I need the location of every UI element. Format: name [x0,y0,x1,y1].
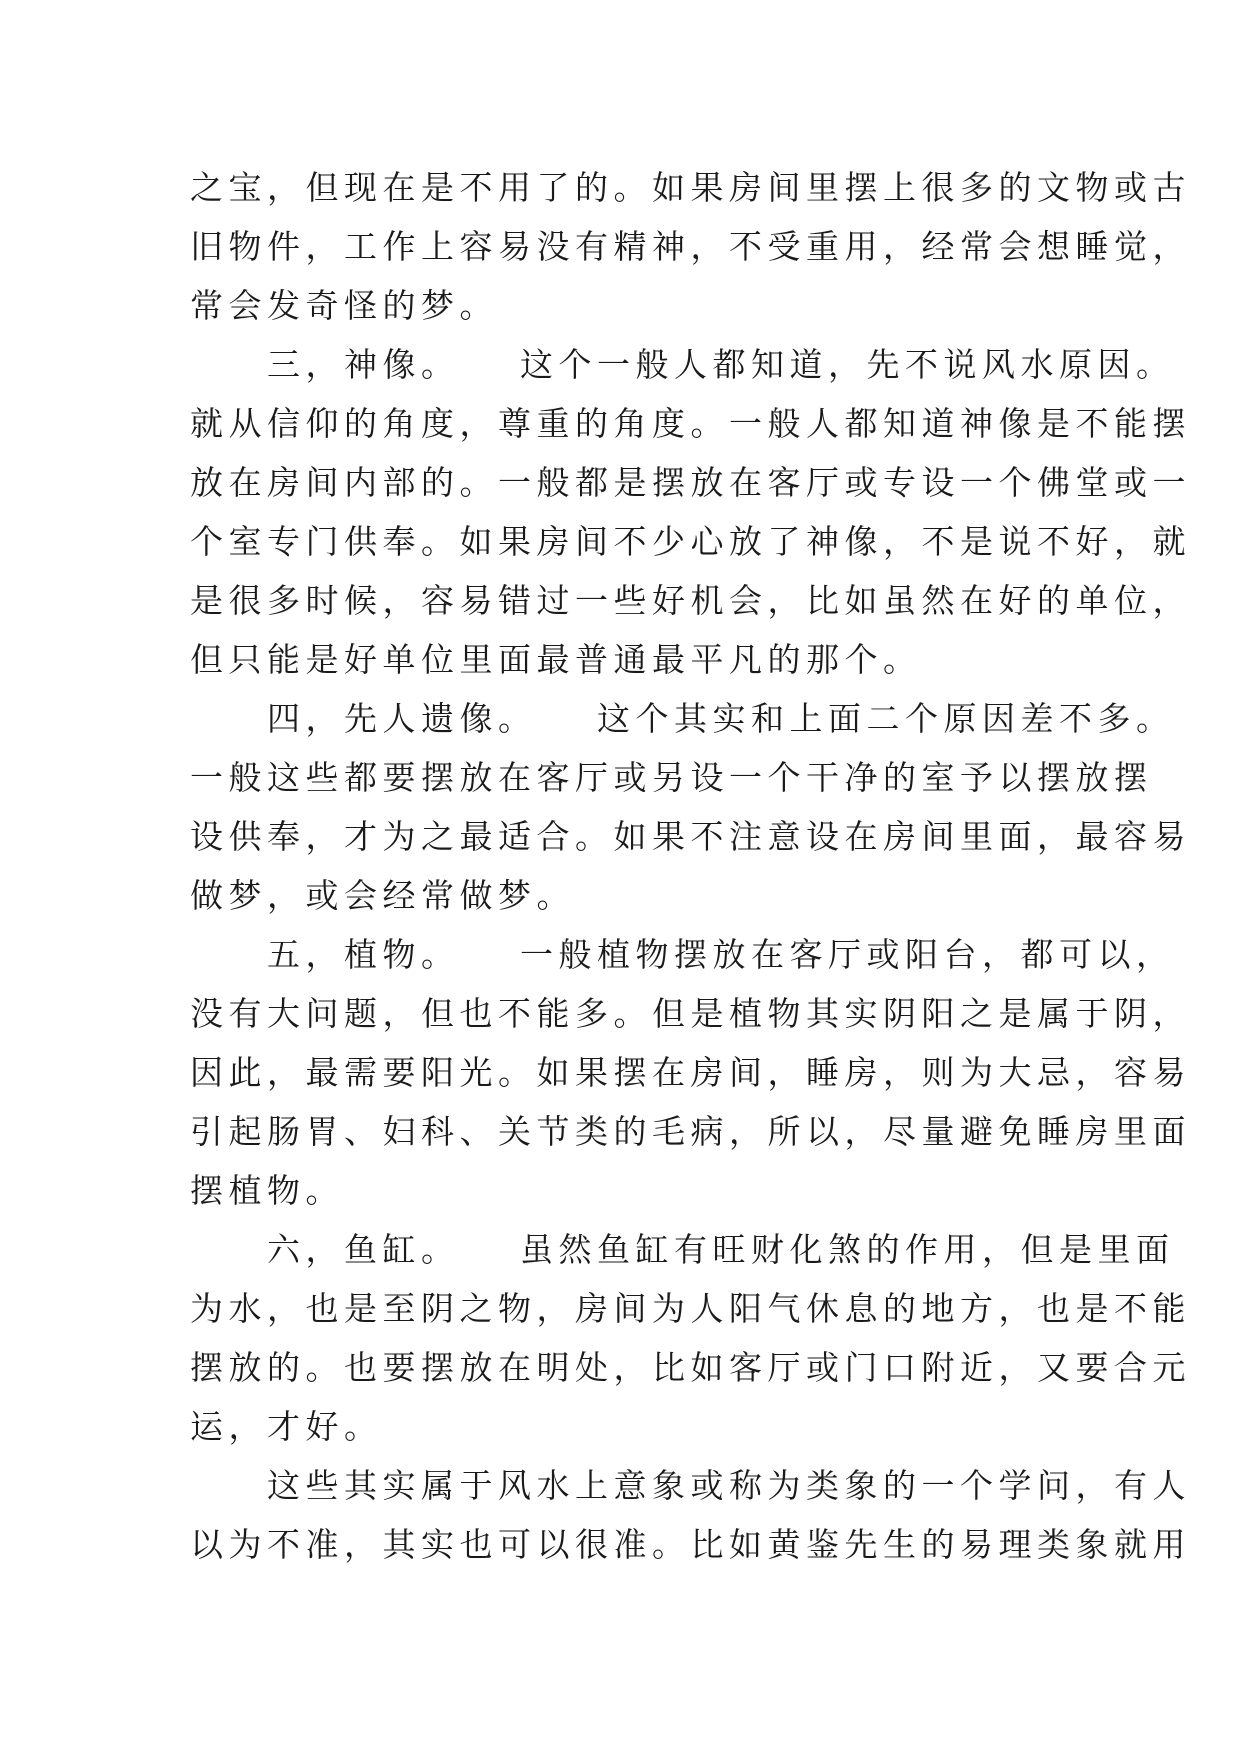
text-line: 设供奉，才为之最适合。如果不注意设在房间里面，最容易 [190,817,1191,856]
text-line: 五，植物。 一般植物摆放在客厅或阳台，都可以， [190,935,1175,974]
text-line: 四，先人遗像。 这个其实和上面二个原因差不多。 [190,699,1175,738]
text-line: 就从信仰的角度，尊重的角度。一般人都知道神像是不能摆 [190,404,1191,443]
text-line: 是很多时候，容易错过一些好机会，比如虽然在好的单位， [190,581,1191,620]
text-line: 摆植物。 [190,1171,344,1210]
text-line: 旧物件，工作上容易没有精神，不受重用，经常会想睡觉， [190,227,1191,266]
text-line: 六，鱼缸。 虽然鱼缸有旺财化煞的作用，但是里面 [190,1230,1175,1269]
text-line: 因此，最需要阳光。如果摆在房间，睡房，则为大忌，容易 [190,1053,1191,1092]
body-text [190,158,1191,1574]
text-line: 但只能是好单位里面最普通最平凡的那个。 [190,640,922,679]
text-line: 个室专门供奉。如果房间不少心放了神像，不是说不好，就 [190,522,1191,561]
text-line: 放在房间内部的。一般都是摆放在客厅或专设一个佛堂或一 [190,463,1191,502]
text-line: 为水，也是至阴之物，房间为人阳气休息的地方，也是不能 [190,1289,1191,1328]
text-line: 没有大问题，但也不能多。但是植物其实阴阳之是属于阴， [190,994,1191,1033]
text-line: 做梦，或会经常做梦。 [190,876,575,915]
text-line: 一般这些都要摆放在客厅或另设一个干净的室予以摆放摆 [190,758,1153,797]
text-line: 引起肠胃、妇科、关节类的毛病，所以，尽量避免睡房里面 [190,1112,1191,1151]
text-line: 摆放的。也要摆放在明处，比如客厅或门口附近，又要合元 [190,1348,1191,1387]
text-line: 之宝，但现在是不用了的。如果房间里摆上很多的文物或古 [190,168,1191,207]
text-line: 运，才好。 [190,1407,383,1446]
text-line: 以为不准，其实也可以很准。比如黄鉴先生的易理类象就用 [190,1525,1191,1564]
text-line: 这些其实属于风水上意象或称为类象的一个学问，有人 [190,1466,1191,1505]
text-line: 三，神像。 这个一般人都知道，先不说风水原因。 [190,345,1175,384]
text-line: 常会发奇怪的梦。 [190,286,498,325]
